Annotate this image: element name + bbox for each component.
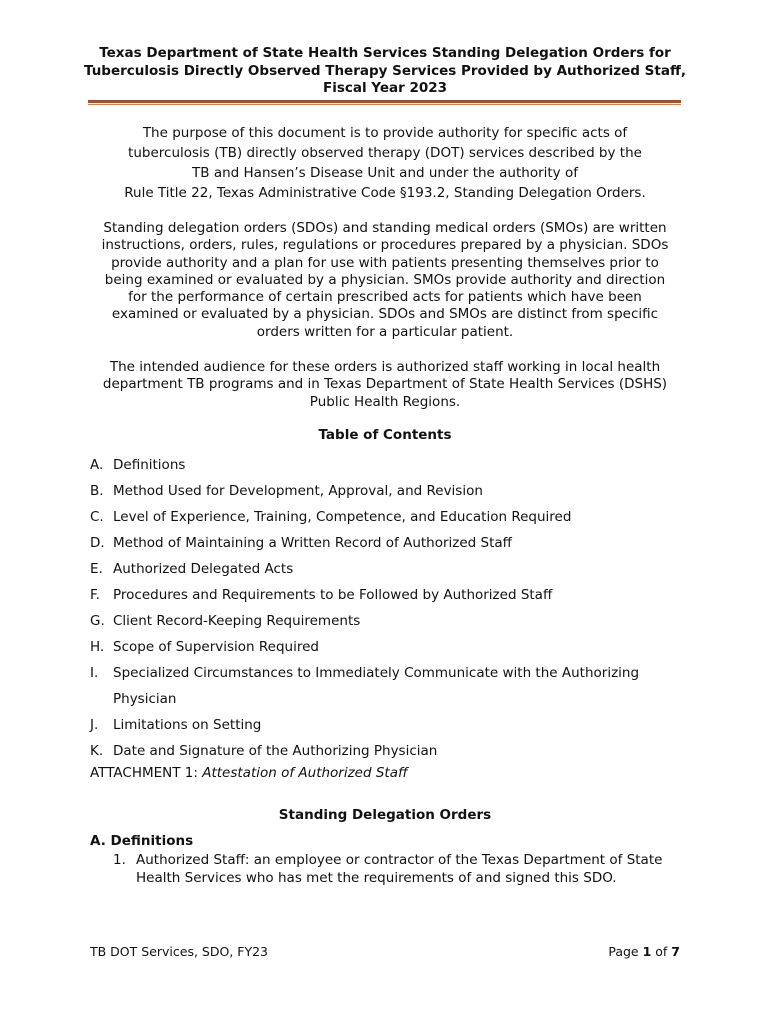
audience-line: department TB programs and in Texas Department of State Health Services (DSHS) xyxy=(102,376,668,393)
purpose-line: The purpose of this document is to provide authority for specific acts of xyxy=(142,125,628,141)
purpose-line: tuberculosis (TB) directly observed therapy (DOT) services described by the xyxy=(128,145,642,161)
definition-line: examined or evaluated by a physician. SDOs and SMOs are distinct from specific xyxy=(111,306,659,323)
toc-item-limitations[interactable]: J. Limitations on Setting xyxy=(90,717,262,733)
document-title: Texas Department of State Health Services Standing Delegation Orders for Tuberculosis Directly Observed Therapy Services Provided by Authorized Staff, Fiscal Year 2023 xyxy=(83,45,687,96)
audience-line: The intended audience for these orders is authorized staff working in local health xyxy=(109,359,661,375)
definition-item xyxy=(113,851,693,887)
toc-item-method[interactable]: B. Method Used for Development, Approval, and Revision xyxy=(90,483,483,499)
definition-line: instructions, orders, rules, regulations or procedures prepared by a physician. SDOs xyxy=(101,237,669,254)
definition-line: provide authority and a plan for use with patients presenting themselves prior to xyxy=(111,254,659,271)
definition-text: Authorized Staff: an employee or contractor of the Texas Department of State Health Services who has met the requirements of and signed this SDO. xyxy=(136,852,663,886)
attachment-prefix: ATTACHMENT 1: xyxy=(90,765,203,781)
definition-line: for the performance of certain prescribed acts for patients which have been xyxy=(128,289,642,306)
definition-line: orders written for a particular patient. xyxy=(256,323,514,340)
footer-doc-label: TB DOT Services, SDO, FY23 xyxy=(90,944,268,959)
definition-number: 1. xyxy=(113,852,126,868)
audience-line: Public Health Regions. xyxy=(309,393,461,410)
toc-item-supervision[interactable]: H. Scope of Supervision Required xyxy=(90,639,319,655)
purpose-line: TB and Hansen’s Disease Unit and under the authority of xyxy=(192,165,578,181)
title-divider xyxy=(88,100,681,103)
toc-item-specialized[interactable]: I. Specialized Circumstances to Immediately Communicate with the Authorizing Physician xyxy=(90,665,640,707)
toc-title: Table of Contents xyxy=(318,427,452,443)
toc-item-procedures[interactable]: F. Procedures and Requirements to be Followed by Authorized Staff xyxy=(90,587,553,603)
toc-item-client-records[interactable]: G. Client Record-Keeping Requirements xyxy=(90,613,361,629)
purpose-line: Rule Title 22, Texas Administrative Code §193.2, Standing Delegation Orders. xyxy=(124,185,646,201)
title-divider-shadow xyxy=(88,104,681,105)
toc-item-definitions[interactable]: A. Definitions xyxy=(90,457,186,473)
toc-item-signature[interactable]: K. Date and Signature of the Authorizing Physician xyxy=(90,743,438,759)
definition-line: being examined or evaluated by a physician. SMOs provide authority and direction xyxy=(104,271,666,288)
section-title: Standing Delegation Orders xyxy=(278,807,492,823)
toc-attachment[interactable] xyxy=(90,763,408,783)
audience-paragraph xyxy=(70,359,700,411)
purpose-paragraph xyxy=(70,123,700,203)
toc-item-delegated-acts[interactable]: E. Authorized Delegated Acts xyxy=(90,561,294,577)
definition-line: Standing delegation orders (SDOs) and standing medical orders (SMOs) are written xyxy=(103,220,667,236)
attachment-title: Attestation of Authorized Staff xyxy=(202,765,408,781)
toc-item-record[interactable]: D. Method of Maintaining a Written Record of Authorized Staff xyxy=(90,535,512,551)
table-of-contents xyxy=(90,452,690,764)
total-pages: 7 xyxy=(671,944,680,959)
definitions-heading: A. Definitions xyxy=(90,833,194,849)
footer-page-number: Page 1 of 7 xyxy=(608,944,680,959)
toc-item-experience[interactable]: C. Level of Experience, Training, Competence, and Education Required xyxy=(90,509,572,525)
current-page: 1 xyxy=(642,944,652,959)
definition-paragraph xyxy=(70,220,700,341)
